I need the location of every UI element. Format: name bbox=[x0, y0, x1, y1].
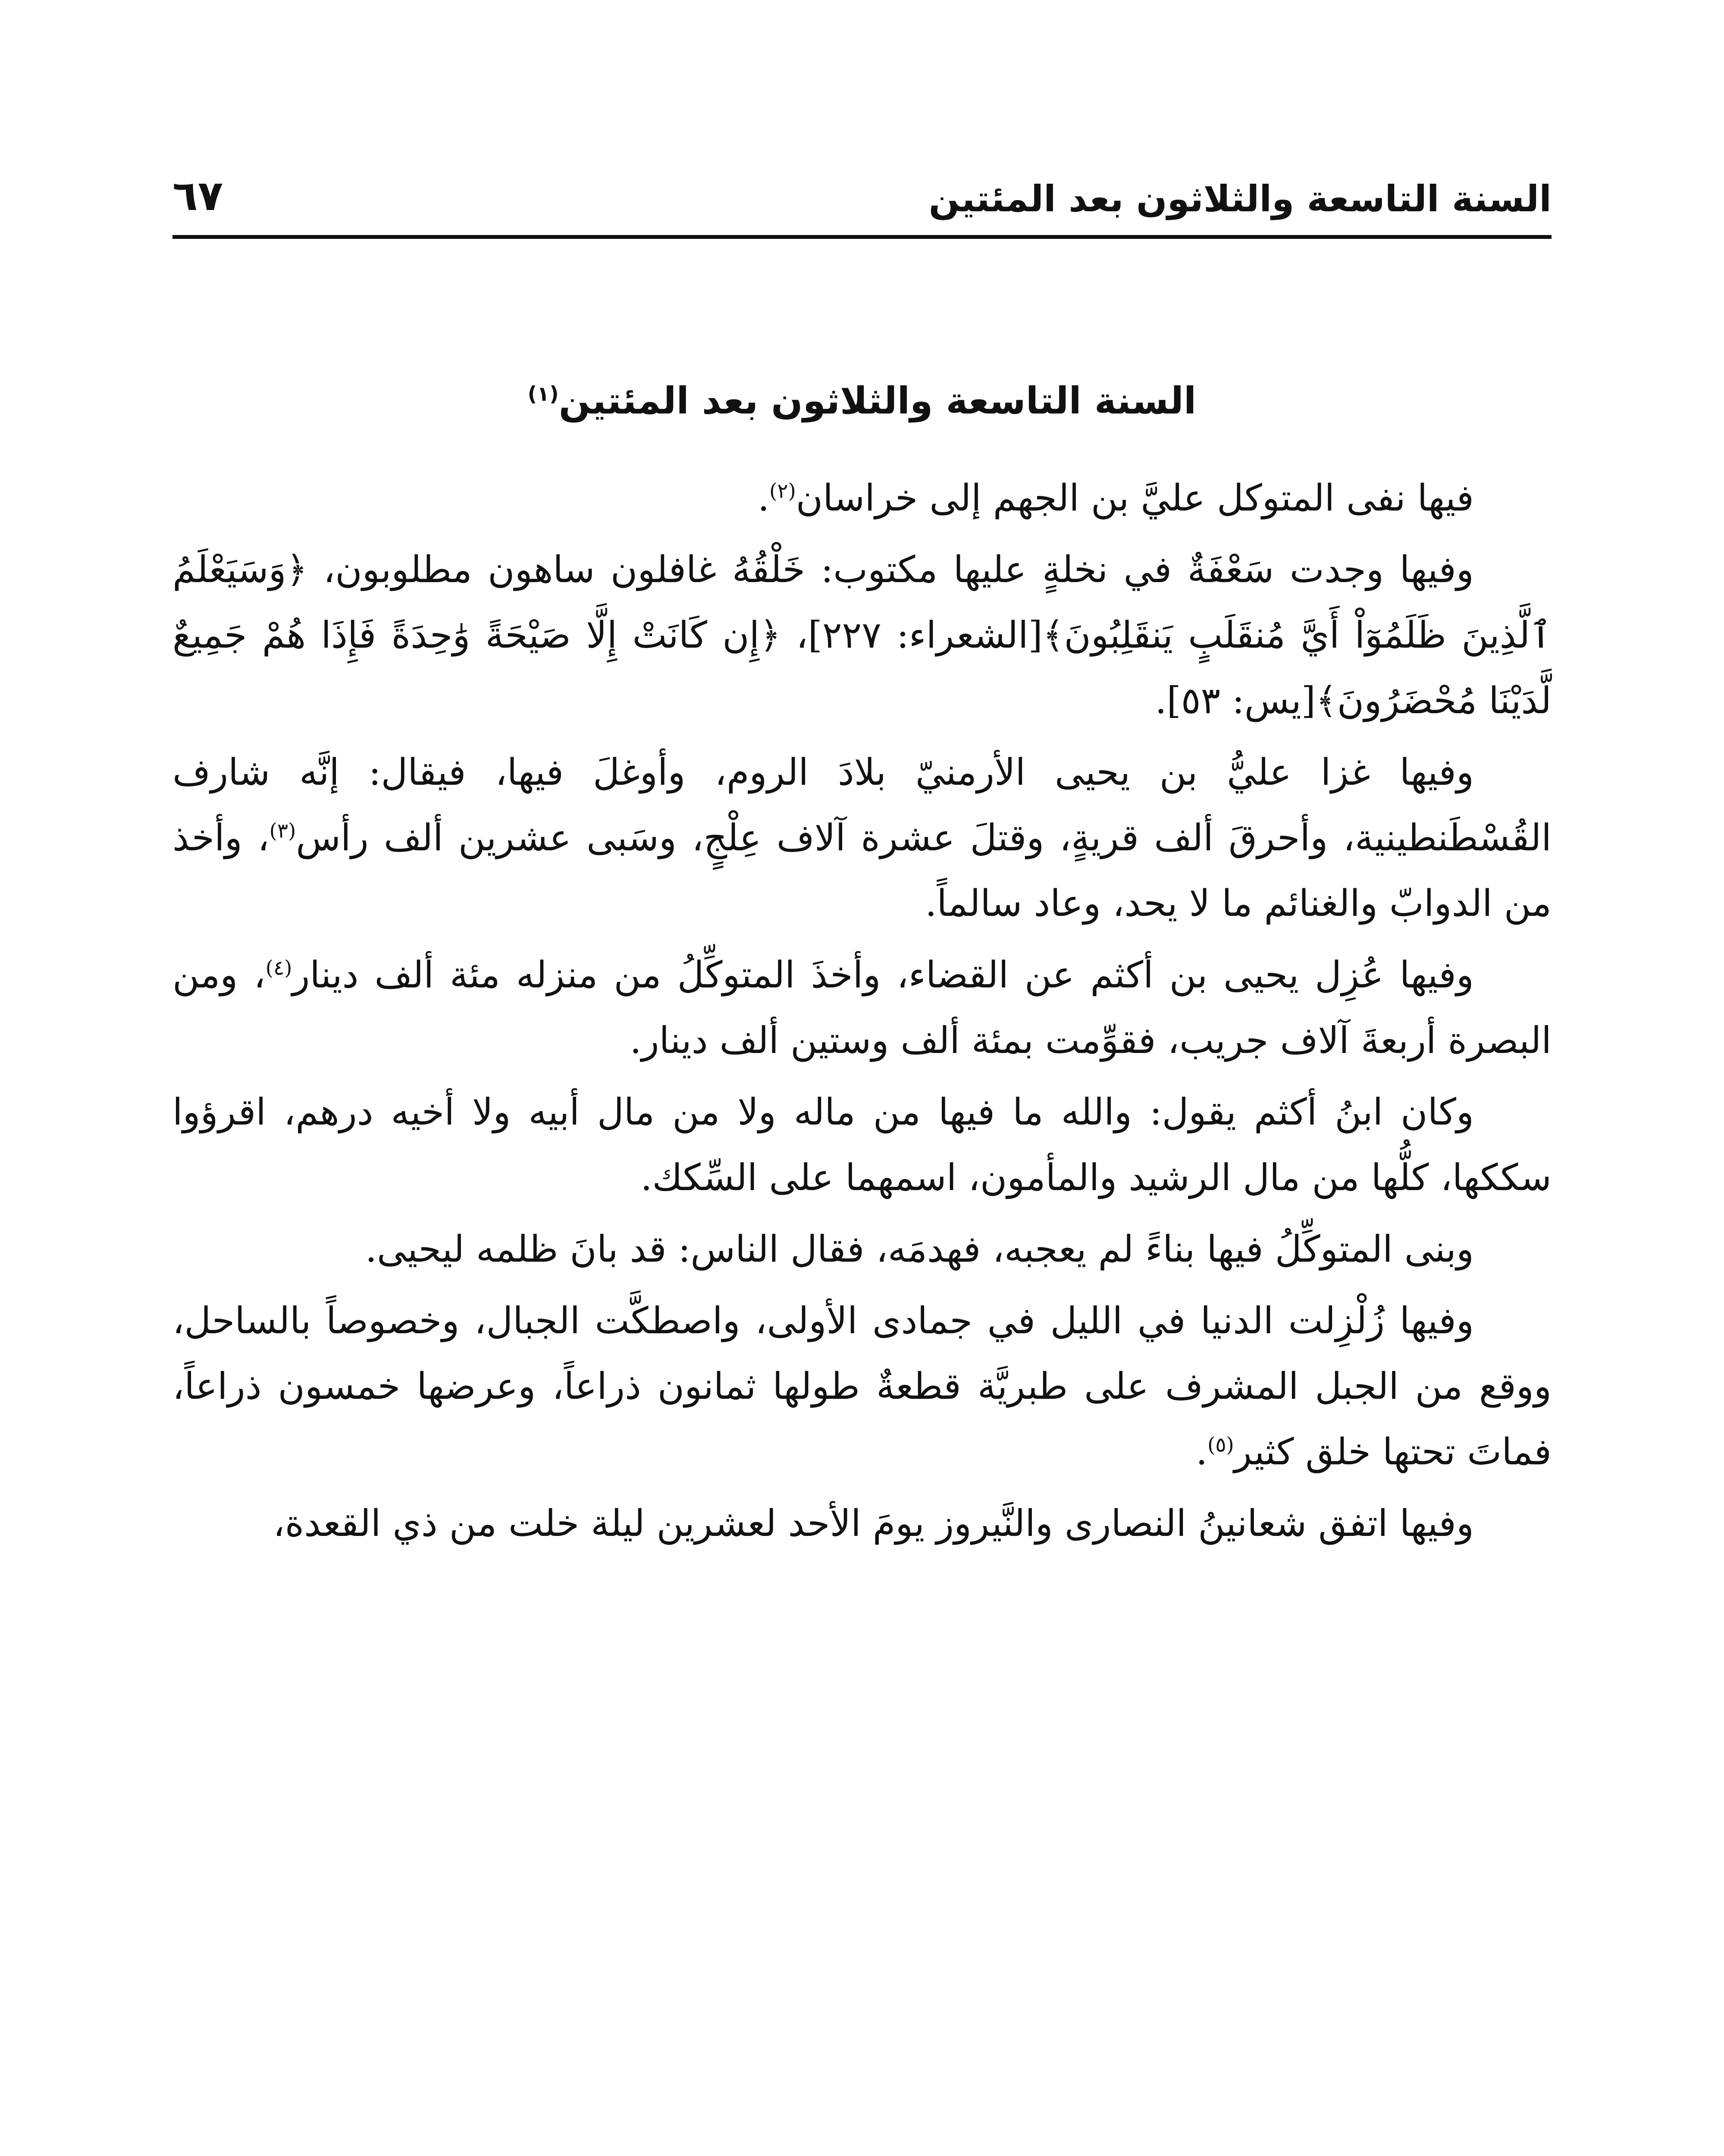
running-title: السنة التاسعة والثلاثون بعد المئتين bbox=[928, 178, 1552, 220]
paragraph: وفيها وجدت سَعْفَةٌ في نخلةٍ عليها مكتوب: خَلْقُهُ غافلون ساهون مطلوبون، ﴿وَسَيَعْلَمُ ٱلَّذِينَ ظَلَمُوٓاْ أَيَّ مُنقَلَبٍ يَنقَلِبُونَ﴾[الشعراء: ٢٢٧]، ﴿إِن كَانَتْ إِلَّا صَيْحَةً وَٰحِدَةً فَإِذَا هُمْ جَمِيعٌ لَّدَيْنَا مُحْضَرُونَ﴾[يس: ٥٣]. bbox=[172, 548, 1552, 722]
running-header bbox=[172, 155, 1552, 220]
paragraph: وفيها عُزِل يحيى بن أكثم عن القضاء، وأخذَ المتوكِّلُ من منزله مئة ألف دينار$^{(٤)}$، ومن البصرة أربعةَ آلاف جريب، فقوِّمت بمئة ألف وستين ألف دينار. bbox=[172, 954, 1552, 1062]
paragraph: وفيها اتفق شعانينُ النصارى والنَّيروز يومَ الأحد لعشرين ليلة خلت من ذي القعدة، bbox=[273, 1502, 1474, 1545]
header-rule bbox=[172, 235, 1552, 239]
paragraph: وكان ابنُ أكثم يقول: والله ما فيها من ماله ولا من مال أبيه ولا أخيه درهم، اقرؤوا سككها، كلُّها من مال الرشيد والمأمون، اسمهما على السِّكك. bbox=[172, 1091, 1552, 1199]
paragraph: فيها نفى المتوكل عليَّ بن الجهم إلى خراسان$^{(٢)}$. bbox=[758, 477, 1474, 520]
body-text bbox=[172, 466, 1552, 1563]
page-number: ٦٧ bbox=[172, 172, 223, 220]
footnote-ref: (١) bbox=[527, 382, 559, 406]
chapter-heading bbox=[172, 379, 1552, 423]
chapter-title: السنة التاسعة والثلاثون بعد المئتين bbox=[558, 379, 1197, 423]
paragraph: وبنى المتوكِّلُ فيها بناءً لم يعجبه، فهدمَه، فقال الناس: قد بانَ ظلمه ليحيى. bbox=[365, 1228, 1474, 1271]
paragraph: وفيها زُلْزِلت الدنيا في الليل في جمادى الأولى، واصطكَّت الجبال، وخصوصاً بالساحل، ووقع من الجبل المشرف على طبريَّة قطعةٌ طولها ثمانون ذراعاً، وعرضها خمسون ذراعاً، فماتَ تحتها خلق كثير$^{(٥)}$. bbox=[172, 1300, 1552, 1473]
paragraph: وفيها غزا عليُّ بن يحيى الأرمنيّ بلادَ الروم، وأوغلَ فيها، فيقال: إنَّه شارف القُسْطَنطينية، وأحرقَ ألف قريةٍ، وقتلَ عشرة آلاف عِلْجٍ، وسَبى عشرين ألف رأس$^{(٣)}$، وأخذ من الدوابّ والغنائم ما لا يحد، وعاد سالماً. bbox=[172, 751, 1552, 925]
footnote-ref: (٥) bbox=[1207, 1433, 1234, 1457]
footnote-ref: (٤) bbox=[265, 956, 292, 980]
footnote-ref: (٢) bbox=[769, 479, 796, 503]
footnote-ref: (٣) bbox=[269, 819, 296, 843]
